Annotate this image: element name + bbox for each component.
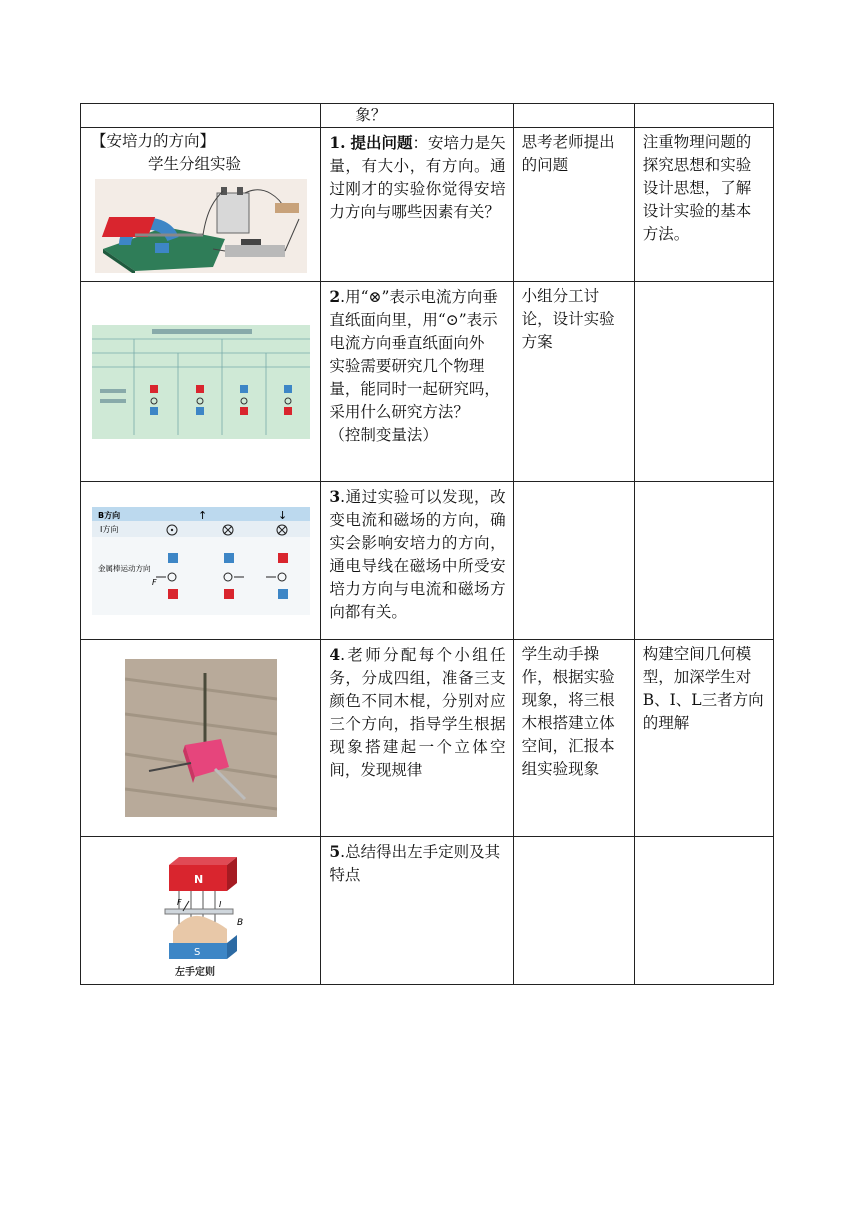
cell-teacher: [321, 128, 513, 282]
cell-intent: [634, 104, 773, 128]
step-heading: 提出问题: [350, 133, 413, 152]
rod-label: 金属棒运动方向: [97, 563, 151, 573]
section-subtitle: 学生分组实验: [148, 155, 242, 173]
design-intent: [635, 482, 773, 488]
step-body: .总结得出左手定则及其特点: [329, 843, 501, 884]
cell-teacher: [321, 640, 513, 837]
cell-intent: [634, 282, 773, 482]
force-label: F: [151, 577, 157, 587]
step-body: .老师分配每个小组任务，分成四组，准备三支颜色不同木棍，分别对应三个方向，指导学生根据现象搭建起一个立体空间，发现规律: [329, 646, 506, 779]
cell-intent: [634, 128, 773, 282]
student-activity: [514, 482, 634, 488]
student-activity: 小组分工讨论，设计实验方案: [521, 287, 615, 351]
north-pole-label: N: [194, 873, 204, 886]
cell-figure: [81, 482, 321, 640]
apparatus-image: [95, 179, 307, 273]
cell-figure: [81, 128, 321, 282]
step-number: 4: [329, 645, 341, 664]
cell-student: [513, 640, 634, 837]
cell-teacher: [321, 837, 513, 985]
cell-student: [513, 482, 634, 640]
step-question: 实验需要研究几个物理量，能同时一起研究吗，采用什么研究方法？: [329, 357, 500, 421]
row3-text: [321, 482, 512, 627]
down-arrow: ↓: [277, 508, 287, 522]
design-intent: [635, 282, 773, 288]
step-number: 3: [329, 487, 341, 506]
figure-caption: 左手定则: [175, 967, 215, 978]
b-direction-label: B方向: [97, 510, 120, 520]
row1-text: [321, 128, 512, 227]
design-intent: 注重物理问题的探究思想和实验设计思想，了解设计实验的基本方法。: [642, 133, 752, 243]
table-row: [81, 104, 774, 128]
direction-table-image: [92, 507, 310, 615]
step-body: .通过实验可以发现，改变电流和磁场的方向，确实会影响安培力的方向，通电导线在磁场中所受安培力方向与电流和磁场方向都有关。: [329, 488, 506, 621]
cell-teacher: [321, 282, 513, 482]
table-row: [81, 282, 774, 482]
stick-model-photo: [125, 659, 277, 817]
current-label: I: [219, 900, 222, 909]
design-intent: 构建空间几何模型，加深学生对B、I、L三者方向的理解: [642, 645, 764, 732]
cell-figure: [81, 640, 321, 837]
student-activity: 思考老师提出的问题: [521, 133, 615, 174]
cell-intent: [634, 640, 773, 837]
cell-figure: [81, 282, 321, 482]
field-label: B: [237, 918, 244, 928]
section-title: 【安培力的方向】: [91, 132, 216, 150]
force-label: F: [177, 898, 182, 907]
cell-figure: [81, 104, 321, 128]
row5-text: [321, 837, 512, 890]
cell-student: [513, 104, 634, 128]
cell-teacher: [321, 104, 513, 128]
cell-teacher: [321, 482, 513, 640]
step-body: ：安培力是矢量，有大小，有方向。通过刚才的实验你觉得安培力方向与哪些因素有关？: [329, 134, 506, 221]
table-row: [81, 640, 774, 837]
cell-student: [513, 837, 634, 985]
experiment-table-image: [92, 325, 310, 439]
student-activity: [514, 837, 634, 843]
table-row: [81, 128, 774, 282]
table-row: [81, 482, 774, 640]
south-pole-label: S: [194, 947, 201, 958]
step-body: .用“⊗”表示电流方向垂直纸面向里，用“⊙”表示电流方向垂直纸面向外: [329, 288, 498, 352]
row2-text: [321, 282, 512, 450]
up-arrow: ↑: [197, 508, 207, 522]
step-method: （控制变量法）: [329, 426, 438, 444]
row4-text: [321, 640, 512, 785]
row0-text: 象？: [355, 106, 387, 124]
table-row: [81, 837, 774, 985]
cell-figure: [81, 837, 321, 985]
cell-intent: [634, 837, 773, 985]
cell-intent: [634, 482, 773, 640]
i-direction-label: I方向: [99, 524, 119, 534]
step-number: 5: [329, 842, 341, 861]
student-activity: 学生动手操作，根据实验现象，将三根木根搭建立体空间，汇报本组实验现象: [521, 645, 615, 778]
left-hand-rule-image: [159, 839, 259, 981]
lesson-plan-table: [80, 103, 774, 985]
cell-student: [513, 128, 634, 282]
step-number: 2: [329, 287, 341, 306]
cell-student: [513, 282, 634, 482]
design-intent: [635, 837, 773, 843]
step-number: 1.: [329, 133, 346, 152]
